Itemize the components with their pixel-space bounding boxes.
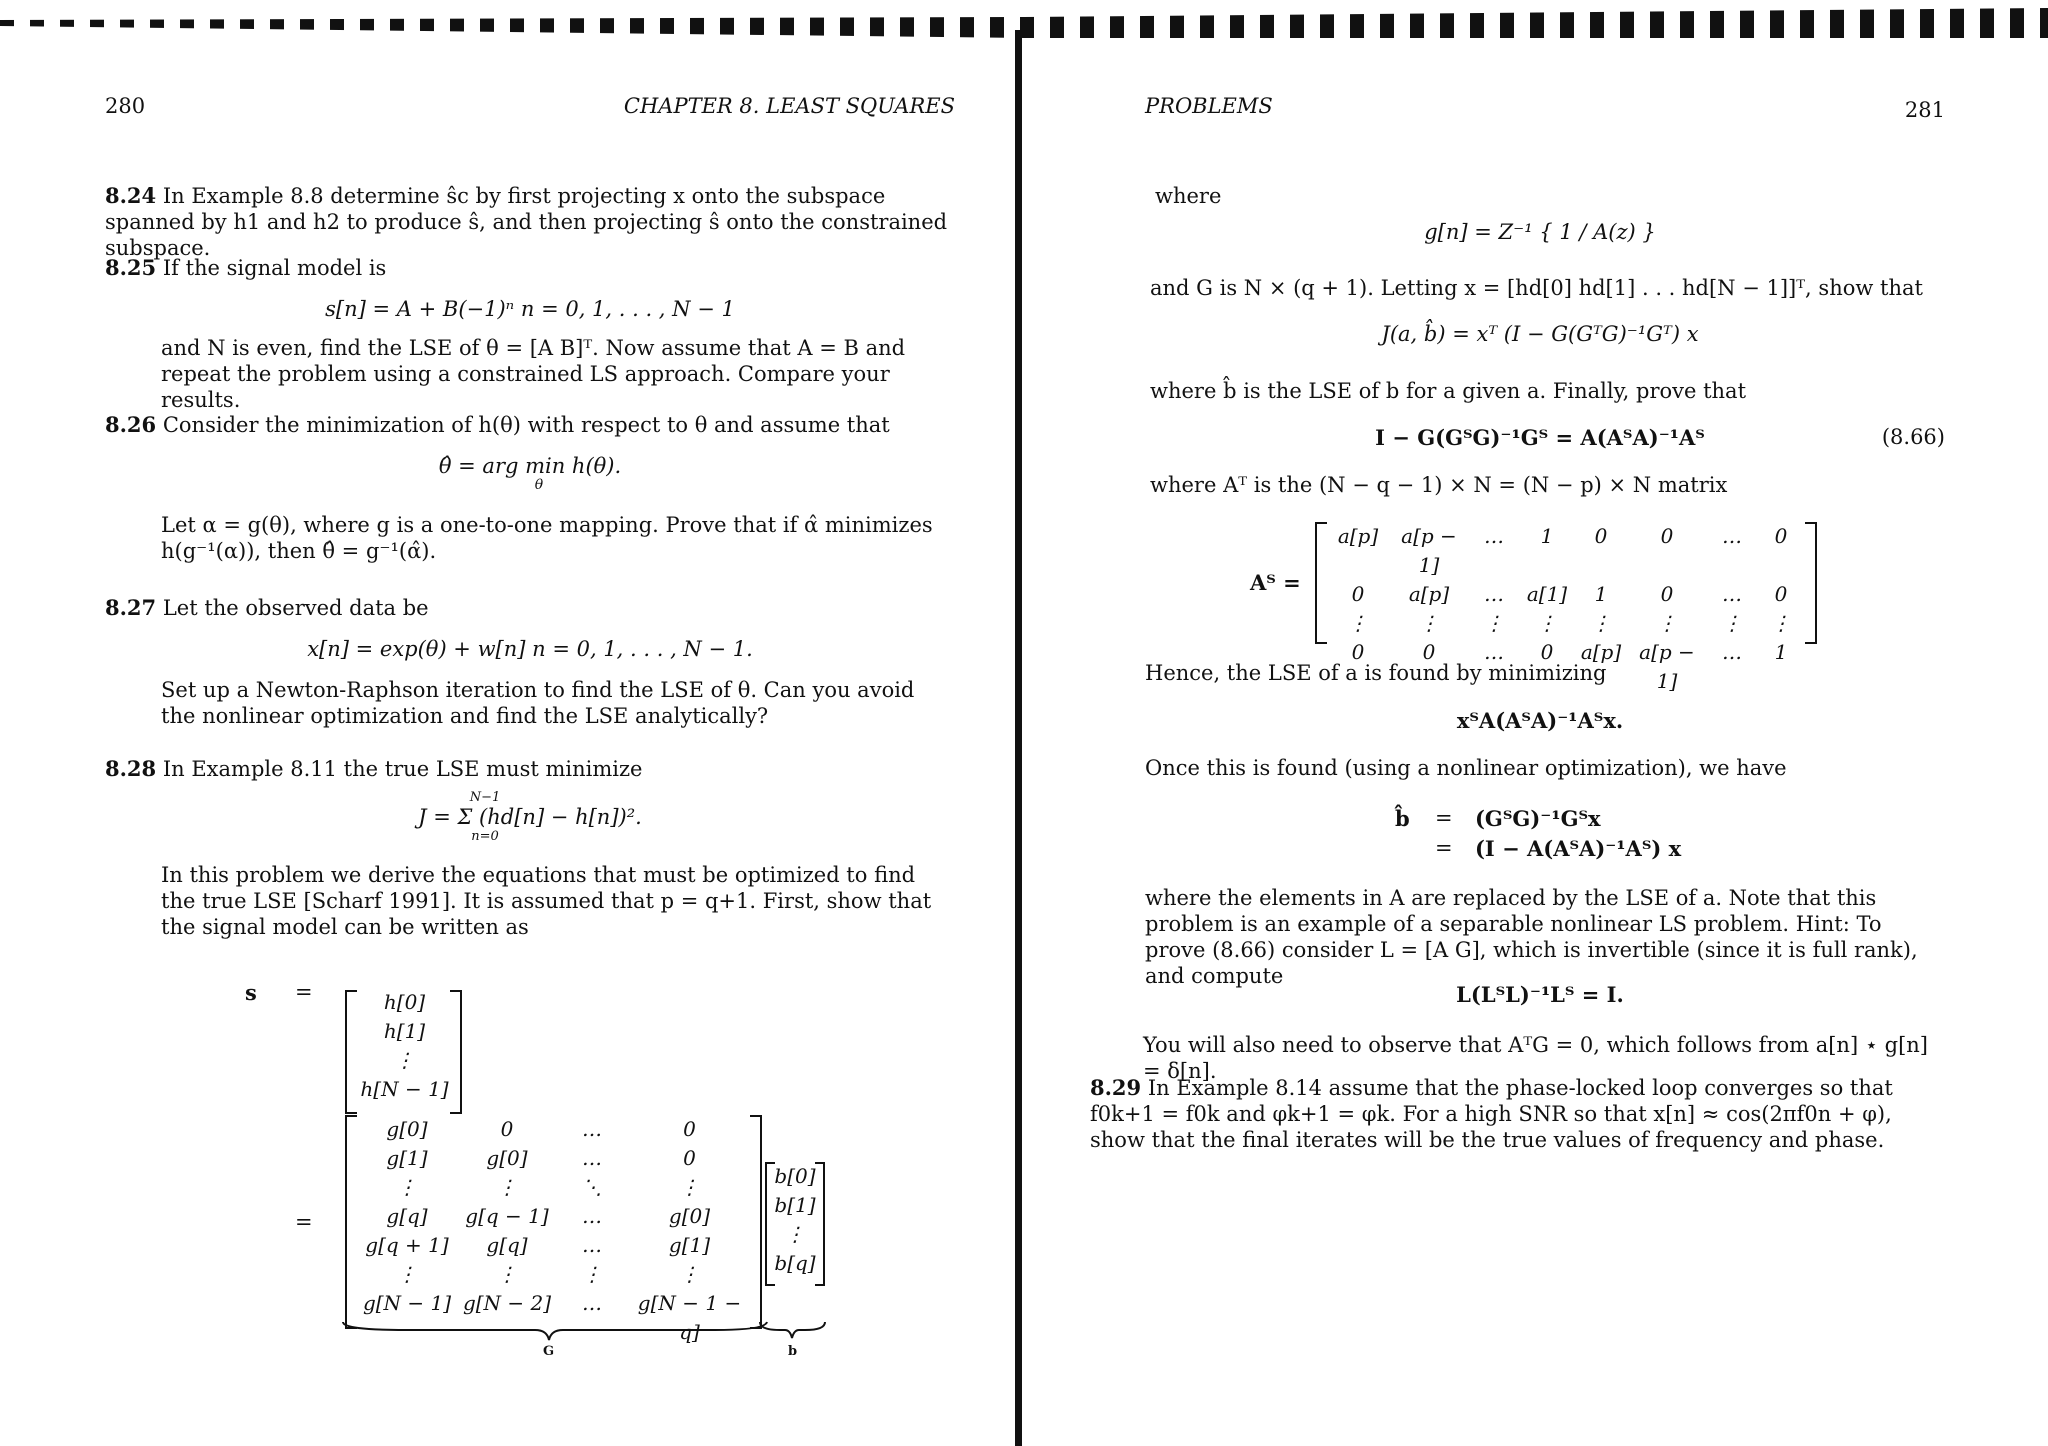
equation: s[n] = A + B(−1)ⁿ n = 0, 1, . . . , N − 1: [325, 297, 735, 321]
matrix-cell: …: [582, 1117, 602, 1141]
matrix-cell: ⋮: [1771, 611, 1791, 635]
vector-entry: b[1]: [774, 1193, 816, 1217]
matrix-cell: …: [582, 1204, 602, 1228]
matrix-row: [357, 1115, 752, 1144]
vector-entry: b[q]: [774, 1251, 816, 1275]
scan-edge-band: [0, 8, 2048, 38]
book-spine-shadow: [1015, 30, 1022, 1446]
problem-text: Let α = g(θ), where g is a one-to-one mapping. Prove that if α̂ minimizes h(g⁻¹(α)), then θ̂ = g⁻¹(α̂).: [161, 513, 933, 563]
matrix-cell: a[p − 1]: [1639, 640, 1695, 693]
g-brace-label: G: [543, 1344, 555, 1359]
problem-number: 8.25: [105, 255, 157, 280]
vector-entry: b[0]: [774, 1164, 816, 1188]
matrix-cell: ⋮: [679, 1175, 700, 1199]
matrix-cell: …: [1484, 582, 1504, 606]
bhat-lhs: b̂: [1395, 806, 1410, 831]
matrix-cell: ⋮: [497, 1175, 517, 1199]
equation: x[n] = exp(θ) + w[n] n = 0, 1, . . . , N − 1.: [307, 637, 753, 661]
matrix-cell: g[q]: [486, 1233, 528, 1257]
matrix-cell: ⋮: [397, 1262, 417, 1286]
problem-text: In Example 8.11 the true LSE must minimize: [162, 757, 643, 781]
a-matrix-left-bracket: [1315, 522, 1327, 644]
equation-subscript: θ: [534, 477, 544, 493]
s-label: s: [245, 980, 257, 1005]
matrix-cell: 0: [683, 1146, 696, 1170]
equation: J = Σ (hd[n] − h[n])².: [418, 805, 642, 829]
matrix-row: [1327, 580, 1805, 609]
matrix-cell: …: [1722, 524, 1742, 548]
running-head-right: PROBLEMS: [1145, 94, 1273, 118]
matrix-cell: 0: [1422, 640, 1436, 664]
a-matrix-right-bracket: [1805, 522, 1817, 644]
problem-text: Let the observed data be: [162, 596, 429, 620]
vector-entry: h[1]: [383, 1019, 426, 1043]
matrix-row: [357, 1173, 752, 1202]
problem-text: Set up a Newton-Raphson iteration to find the LSE of θ. Can you avoid the nonlinear optimization and find the LSE analytically?: [161, 678, 915, 728]
matrix-row: [1327, 522, 1805, 580]
g-underbrace: [343, 1322, 767, 1340]
b-vector: [773, 1162, 817, 1278]
h-vector: [357, 988, 452, 1104]
matrix-cell: 0: [683, 1117, 696, 1141]
matrix-cell: g[0]: [386, 1117, 428, 1141]
matrix-cell: ⋮: [1722, 611, 1742, 635]
problem-text: In this problem we derive the equations that must be optimized to find the true LSE [Scharf 1991]. It is assumed that p = q+1. First, show that the signal model can be written as: [161, 863, 932, 939]
equals-sign-2: =: [295, 1210, 313, 1234]
matrix-cell: 0: [1540, 640, 1554, 664]
equals-sign-1: =: [295, 980, 313, 1004]
g-equation: g[n] = Z⁻¹ { 1 / A(z) }: [1424, 220, 1656, 244]
matrix-row: [357, 1202, 752, 1231]
matrix-cell: ⋱: [582, 1175, 602, 1199]
matrix-cell: 0: [1594, 524, 1608, 548]
underbraces: [335, 1320, 835, 1344]
matrix-cell: …: [1722, 640, 1742, 664]
l-equation: L(LᵀL)⁻¹Lᵀ = I.: [1456, 982, 1624, 1007]
matrix-cell: ⋮: [679, 1262, 700, 1286]
vector-entry: h[N − 1]: [360, 1077, 449, 1101]
problem-text: and N is even, find the LSE of θ = [A B]ᵀ. Now assume that A = B and repeat the problem using a constrained LS approach. Compare your results.: [161, 336, 906, 412]
problem-8-26: [105, 412, 955, 564]
bhat-eq-sign-1: =: [1435, 806, 1453, 830]
minimize-equation: xᵀA(AᵀA)⁻¹Aᵀx.: [1456, 708, 1624, 733]
page-number-left: 280: [105, 94, 146, 118]
matrix-cell: a[p]: [1580, 640, 1622, 664]
matrix-cell: g[1]: [386, 1146, 428, 1170]
where-a-text: where Aᵀ is the (N − q − 1) × N = (N − p) × N matrix: [1150, 473, 1728, 497]
matrix-cell: 0: [1774, 582, 1788, 606]
matrix-cell: …: [1484, 524, 1504, 548]
g-matrix: [357, 1115, 752, 1347]
problem-number: 8.26: [105, 412, 157, 437]
g-matrix-left-bracket: [345, 1115, 357, 1329]
matrix-cell: ⋮: [1419, 611, 1439, 635]
matrix-cell: 0: [1660, 524, 1674, 548]
matrix-cell: …: [1484, 640, 1504, 664]
matrix-cell: a[p − 1]: [1401, 524, 1457, 577]
b-brace-label: b: [788, 1344, 798, 1359]
matrix-cell: a[p]: [1337, 524, 1379, 548]
bhat-rhs-2: (I − A(AᵀA)⁻¹Aᵀ) x: [1475, 836, 1682, 861]
matrix-row: [1327, 609, 1805, 638]
matrix-cell: 1: [1774, 640, 1788, 664]
matrix-cell: g[q − 1]: [465, 1204, 549, 1228]
hence-text: Hence, the LSE of a is found by minimizing: [1145, 661, 1607, 685]
matrix-cell: ⋮: [1657, 611, 1677, 635]
where-elements-text: where the elements in A are replaced by the LSE of a. Note that this problem is an example of a separable nonlinear LS problem. Hint: To prove (8.66) consider L = [A G], which is invertible (since it is full rank), and compute: [1145, 886, 1918, 988]
sum-upper-limit: N−1: [469, 790, 501, 805]
matrix-cell: …: [582, 1146, 602, 1170]
equation: θ̂ = arg min h(θ).: [438, 454, 622, 478]
b-underbrace: [760, 1322, 825, 1338]
matrix-cell: ⋮: [1348, 611, 1368, 635]
matrix-cell: g[0]: [486, 1146, 528, 1170]
matrix-cell: a[1]: [1526, 582, 1568, 606]
problem-text: Consider the minimization of h(θ) with respect to θ and assume that: [162, 413, 890, 437]
projection-equation: I − G(GᵀG)⁻¹Gᵀ = A(AᵀA)⁻¹Aᵀ: [1375, 425, 1705, 450]
problem-8-28: [105, 756, 955, 940]
matrix-cell: ⋮: [397, 1175, 417, 1199]
you-will-text: You will also need to observe that AᵀG = 0, which follows from a[n] ⋆ g[n] = δ[n].: [1143, 1033, 1928, 1083]
matrix-row: [357, 1231, 752, 1260]
matrix-cell: ⋮: [582, 1262, 602, 1286]
matrix-cell: 1: [1594, 582, 1608, 606]
bhat-eq-sign-2: =: [1435, 836, 1453, 860]
sum-lower-limit: n=0: [471, 829, 499, 844]
matrix-cell: g[N − 2]: [462, 1291, 552, 1315]
h-vector-left-bracket: [345, 990, 357, 1114]
matrix-cell: …: [582, 1233, 602, 1257]
problem-number: 8.28: [105, 756, 157, 781]
matrix-cell: g[0]: [668, 1204, 711, 1228]
matrix-cell: g[q]: [386, 1204, 428, 1228]
problem-8-29: [1090, 1075, 1935, 1153]
matrix-cell: ⋮: [1591, 611, 1611, 635]
matrix-cell: …: [1722, 582, 1742, 606]
problem-text: In Example 8.8 determine ŝc by first projecting x onto the subspace spanned by h1 and h2 to produce ŝ, and then projecting ŝ onto the constrained subspace.: [105, 184, 948, 260]
problem-number: 8.24: [105, 183, 157, 208]
matrix-cell: 0: [1774, 524, 1788, 548]
matrix-row: [357, 1260, 752, 1289]
problem-8-27: [105, 595, 955, 729]
page-number-right: 281: [1904, 98, 1945, 122]
problem-text: In Example 8.14 assume that the phase-locked loop converges so that f0k+1 = f0k and φk+1 = φk. For a high SNR so that x[n] ≈ cos(2πf0n + φ), show that the final iterates will be the true values of frequency and phase.: [1090, 1076, 1893, 1152]
matrix-cell: 0: [500, 1117, 514, 1141]
matrix-row: [357, 1144, 752, 1173]
matrix-cell: ⋮: [1484, 611, 1504, 635]
matrix-cell: a[p]: [1408, 582, 1450, 606]
where-b-text: where b̂ is the LSE of b for a given a. Finally, prove that: [1150, 379, 1747, 403]
and-g-text: and G is N × (q + 1). Letting x = [hd[0] hd[1] . . . hd[N − 1]]ᵀ, show that: [1150, 276, 1923, 300]
equation-number: (8.66): [1881, 425, 1945, 449]
problem-number: 8.29: [1090, 1075, 1142, 1100]
vector-entry: h[0]: [383, 990, 426, 1014]
j-equation: J(a, b̂) = xᵀ (I − G(GᵀG)⁻¹Gᵀ) x: [1381, 322, 1699, 346]
matrix-cell: 0: [1351, 640, 1365, 664]
matrix-cell: 1: [1540, 524, 1554, 548]
running-head-left: CHAPTER 8. LEAST SQUARES: [623, 94, 955, 118]
matrix-cell: g[q + 1]: [365, 1233, 449, 1257]
problem-8-24: [105, 183, 955, 261]
matrix-cell: g[N − 1]: [362, 1291, 452, 1315]
matrix-cell: ⋮: [1537, 611, 1557, 635]
matrix-cell: g[N − 1 − q]: [637, 1291, 742, 1344]
bhat-rhs-1: (GᵀG)⁻¹Gᵀx: [1475, 806, 1601, 831]
vector-entry: ⋮: [785, 1222, 805, 1246]
once-text: Once this is found (using a nonlinear optimization), we have: [1145, 756, 1787, 780]
matrix-cell: 0: [1660, 582, 1674, 606]
a-transpose-label: Aᵀ =: [1250, 570, 1301, 595]
matrix-cell: …: [582, 1291, 602, 1315]
matrix-cell: 0: [1351, 582, 1365, 606]
vector-entry: ⋮: [394, 1048, 415, 1072]
matrix-cell: g[1]: [668, 1233, 711, 1257]
problem-8-25: [105, 255, 955, 413]
problem-number: 8.27: [105, 595, 157, 620]
matrix-cell: ⋮: [497, 1262, 517, 1286]
problem-text: If the signal model is: [162, 256, 387, 280]
where-1: where: [1155, 184, 1222, 208]
